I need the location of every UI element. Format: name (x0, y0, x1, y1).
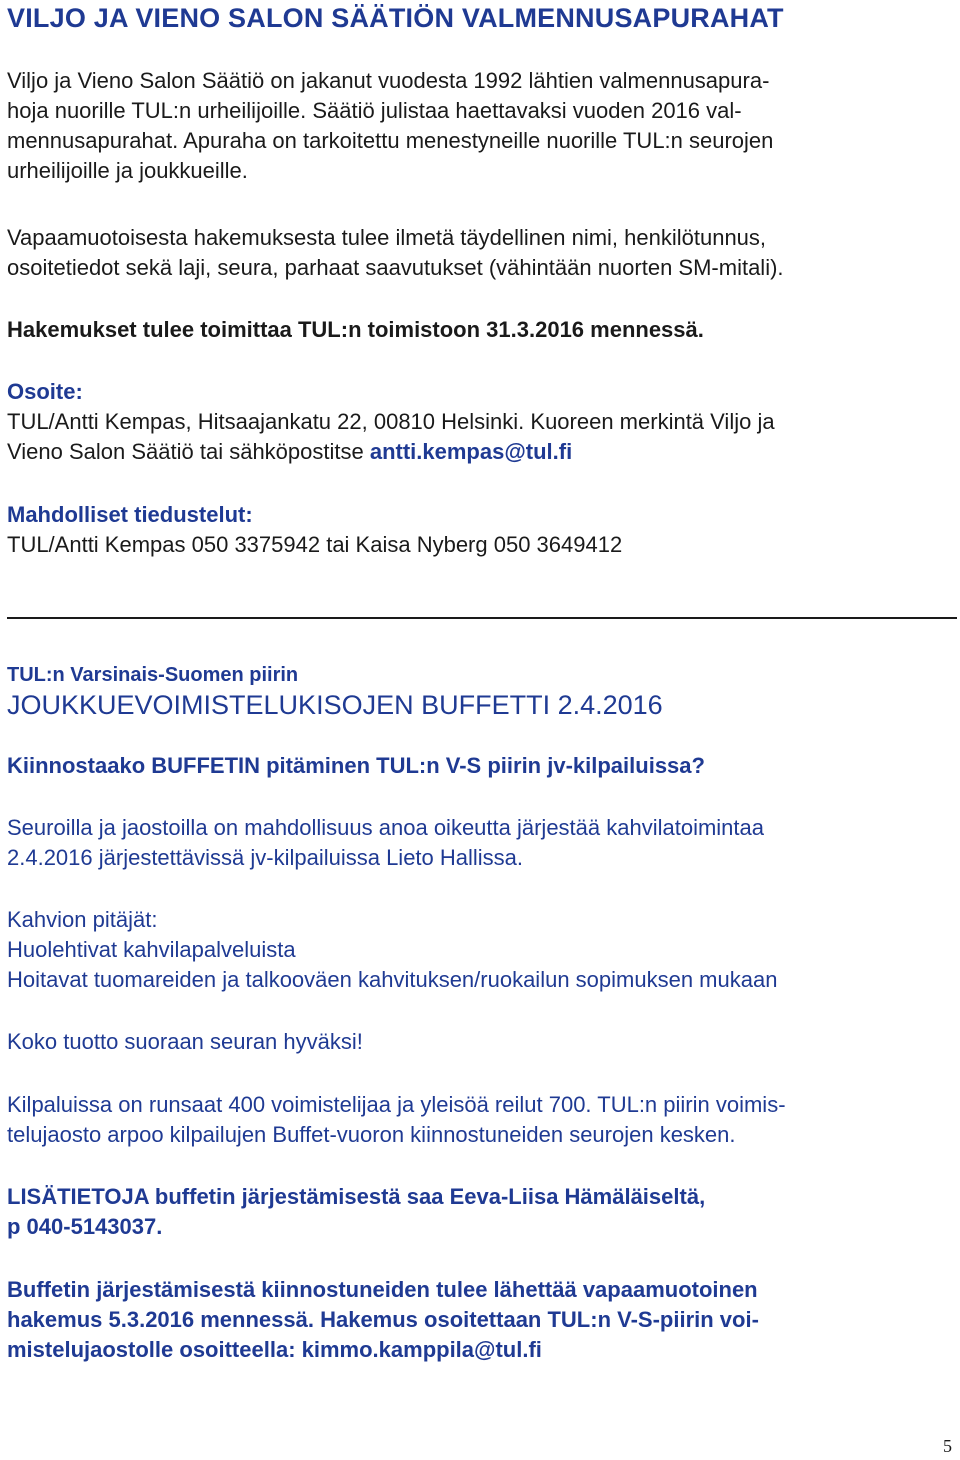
page-number: 5 (943, 1436, 952, 1456)
text-line: Huolehtivat kahvilapalveluista (7, 937, 296, 962)
cafe-keepers (7, 905, 777, 995)
foundation-title: VILJO JA VIENO SALON SÄÄTIÖN VALMENNUSAPURAHAT (7, 3, 784, 33)
text-line: osoitetiedot sekä laji, seura, parhaat saavutukset (vähintään nuorten SM-mitali). (7, 255, 784, 280)
foundation-intro (7, 66, 773, 186)
cafe-keepers-label: Kahvion pitäjät: (7, 907, 158, 932)
address-block (7, 377, 775, 467)
text-line: telujaosto arpoo kilpailujen Buffet-vuoron kiinnostuneiden seurojen kesken. (7, 1122, 736, 1147)
email-link-antti[interactable]: antti.kempas@tul.fi (369, 439, 573, 464)
buffet-question: Kiinnostaako BUFFETIN pitäminen TUL:n V-S piirin jv-kilpailuissa? (7, 753, 705, 778)
text-line: Buffetin järjestämisestä kiinnostuneiden tulee lähettää vapaamuotoinen (7, 1277, 758, 1302)
buffet-title: JOUKKUEVOIMISTELUKISOJEN BUFFETTI 2.4.2016 (7, 690, 663, 720)
email-intro: Vieno Salon Säätiö tai sähköpostitse (7, 439, 370, 464)
competition-info (7, 1090, 786, 1150)
text-line: urheilijoille ja joukkueille. (7, 158, 248, 183)
email-link-kimmo[interactable]: kimmo.kamppila@tul.fi (301, 1337, 542, 1362)
text-line: mennusapurahat. Apuraha on tarkoitettu menestyneille nuorille TUL:n seurojen (7, 128, 774, 153)
text-line: Vapaamuotoisesta hakemuksesta tulee ilmetä täydellinen nimi, henkilötunnus, (7, 225, 767, 250)
address-text: TUL/Antti Kempas, Hitsaajankatu 22, 00810 Helsinki. (7, 409, 525, 434)
inquiries-label: Mahdolliset tiedustelut: (7, 502, 253, 527)
address-label: Osoite: (7, 379, 83, 404)
inquiries-block (7, 500, 622, 560)
text-line: Seuroilla ja jaostoilla on mahdollisuus anoa oikeutta järjestää kahvilatoimintaa (7, 815, 765, 840)
text-line: hoja nuorille TUL:n urheilijoille. Säätiö julistaa haettavaksi vuoden 2016 val- (7, 98, 742, 123)
application-deadline: Hakemukset tulee toimittaa TUL:n toimistoon 31.3.2016 mennessä. (7, 317, 704, 342)
text-line: Hoitavat tuomareiden ja talkooväen kahvituksen/ruokailun sopimuksen mukaan (7, 967, 778, 992)
inquiries-contacts: TUL/Antti Kempas 050 3375942 tai Kaisa Nyberg 050 3649412 (7, 532, 623, 557)
address-line (7, 437, 775, 467)
text-line: Viljo ja Vieno Salon Säätiö on jakanut vuodesta 1992 lähtien valmennusapura- (7, 68, 770, 93)
profit-note: Koko tuotto suoraan seuran hyväksi! (7, 1029, 363, 1054)
text-line: LISÄTIETOJA buffetin järjestämisestä saa Eeva-Liisa Hämäläiseltä, (7, 1184, 706, 1209)
buffet-intro (7, 813, 764, 873)
district-name: TUL:n Varsinais-Suomen piirin (7, 664, 299, 686)
apply-instructions (7, 1275, 759, 1365)
section-divider (7, 617, 957, 619)
application-requirements (7, 223, 784, 283)
envelope-note: Kuoreen merkintä Viljo ja (524, 409, 775, 434)
apply-address-intro: mistelujaostolle osoitteella: (7, 1337, 302, 1362)
text-line: hakemus 5.3.2016 mennessä. Hakemus osoitettaan TUL:n V-S-piirin voi- (7, 1307, 759, 1332)
text-line: Kilpaluissa on runsaat 400 voimistelijaa ja yleisöä reilut 700. TUL:n piirin voimis- (7, 1092, 786, 1117)
address-line (7, 407, 775, 437)
text-line: 2.4.2016 järjestettävissä jv-kilpailuissa Lieto Hallissa. (7, 845, 524, 870)
text-line (7, 1335, 759, 1365)
more-info (7, 1182, 705, 1242)
text-line: p 040-5143037. (7, 1214, 163, 1239)
